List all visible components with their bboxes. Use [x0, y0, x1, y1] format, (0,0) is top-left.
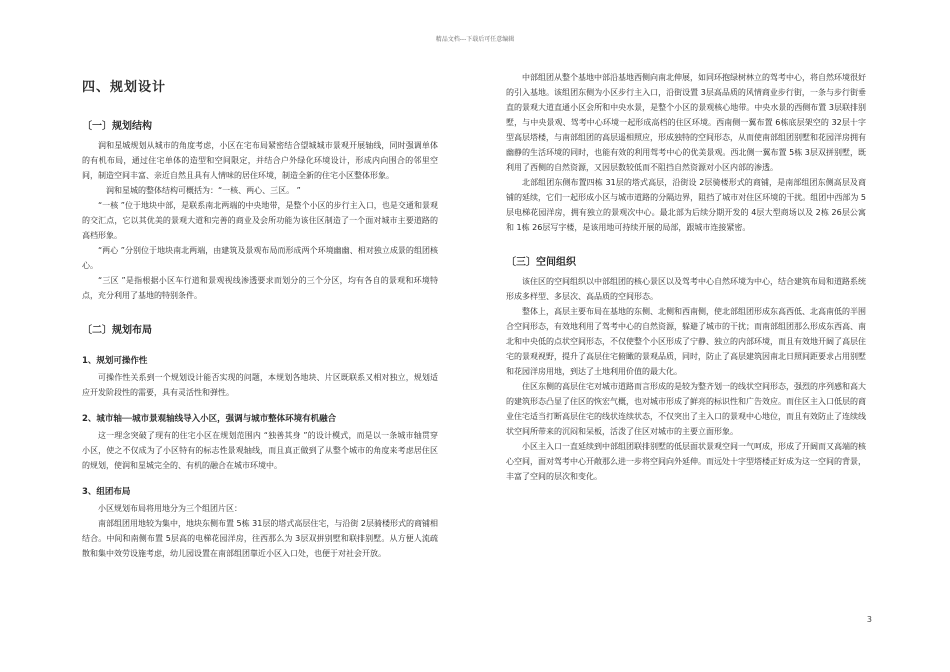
paragraph: 小区主入口一直延续到中部组团联排别墅的低层面状景观空间一气呵成，形成了开阔而又高端的核心空间，面对驾考中心开敞那么进一步将空间向外延伸。而远处十字型塔楼正好成为这一空间的背景，丰富了空间的层次和变化。	[506, 442, 866, 481]
paragraph: “一核 ”位于地块中部，是联系南北两端的中央地带，是整个小区的步行主入口，也是交通和景观的交汇点，它以其优美的景观大道和完善的商业及会所功能为该住区制造了一个面对城市主要道路的高档形象。	[82, 201, 438, 240]
item-title-cluster-layout: 3、组团布局	[82, 487, 131, 497]
paragraph: 该住区的空间组织以中部组团的核心景区以及驾考中心自然环境为中心，结合建筑布局和道路系统形成多样型、多层次、高品质的空间形态。	[506, 277, 866, 301]
paragraph: 这一理念突破了现有的住宅小区在规划范围内 “独善其身 ”的设计模式，而是以一条城市轴贯穿小区，使之不仅成为了小区特有的标志性景观轴线，而且真正做到了从整个城市的角度来考虑居住区的规划，使润和星城完全的、有机的融合在城市环境中。	[82, 431, 438, 470]
page-header: 精品文档---下载后可任意编辑	[435, 36, 515, 43]
right-column	[506, 70, 866, 484]
subsection-title-structure: 〔一〕规划结构	[82, 121, 152, 132]
paragraph: 住区东侧的高层住宅对城市道路而言形成的是较为整齐划一的线状空间形态，强烈的序列感和高大的建筑形态凸显了住区的恢宏气概，也对城市形成了鲜亮的标识性和广告效应。而住区主入口低层的商业住宅适当打断高层住宅的线状连续状态，不仅突出了主入口的景观中心地位，而且有效防止了连续线状空间所带来的沉闷和呆板，活泼了住区对城市的主要立面形象。	[506, 382, 866, 436]
paragraph: 润和星城规划从城市的角度考虑，小区在宅布局紧密结合望城城市景观开展轴线，同时强调单体的有机布局，通过住宅单体的造型和空间限定，并结合户外绿化环境设计，形成内向围合的邻里空间，制造空间丰富、亲近自然且具有人情味的居住环境，制造全新的住宅小区整体形象。	[82, 141, 438, 180]
paragraph: “两心 ”分别位于地块南北两端，由建筑及景观布局而形成两个环境幽幽、相对独立成景的组团核心。	[82, 246, 438, 270]
paragraph: 小区规划布局将用地分为三个组团片区：	[98, 504, 242, 513]
item-title-operability: 1、规划可操作性	[82, 356, 148, 366]
section-title: 四、规划设计	[82, 80, 167, 95]
paragraph: 南部组团用地较为集中，地块东侧布置 5栋 31层的塔式高层住宅，与沿街 2层骑楼形式的商铺相结合。中间和南侧布置 5层高的电梯花园洋房，往西那么为 3层双拼别墅和联排别墅。从方便人流疏散和集中效劳设施考虑，幼儿园设置在南部组团靠近小区入口处，也便于对社会开放。	[82, 519, 438, 558]
paragraph: 北部组团东侧布置四栋 31层的塔式高层，沿街设 2层骑楼形式的商铺，是南部组团东侧高层及商铺的延续，它们一起形成小区与城市道路的分隔边界，阻挡了城市对住区环境的干扰。组团中西部为 5层电梯花园洋房，拥有独立的景观次中心。最北部为后续分期开发的 4层大型商场以及 2栋 26层公寓和 1栋 26层写字楼，是该用地可持续开展的局部，跟城市连接紧密。	[506, 178, 866, 232]
paragraph: 中部组团从整个基地中部沿基地西侧向南北伸展，如同环抱绿树林立的驾考中心，将自然环境很好的引入基地。该组团东侧为小区步行主入口，沿街设置 3层高品质的风情商业步行街，一条与步行街垂直的景观大道直通小区会所和中央水景，是整个小区的景观核心地带。中央水景的西侧布置 3层联排别墅，与中央景观、驾考中心环境一起形成高档的住区环境。西南侧一翼布置 6栋底层架空的 32层十字型高层塔楼，与南部组团的高层遥相照应，形成独特的空间形态，从而使南部组团别墅和花园洋房拥有幽静的生活环境的同时，也能有效的利用驾考中心的优美景观。西北侧一翼布置 5栋 3层双拼别墅，既利用了西侧的自然资源，又因层数较低而不阻挡自然资源对小区内部的渗透。	[506, 73, 866, 172]
item-title-city-axis: 2、城市轴──城市景观轴线导入小区，强调与城市整体环境有机融合	[82, 414, 337, 424]
left-column	[82, 70, 438, 561]
page-number: 3	[866, 615, 872, 624]
paragraph: 润和星城的整体结构可概括为：“一核、两心、三区。 ”	[106, 186, 301, 195]
subsection-title-space: 〔三〕空间组织	[506, 257, 576, 268]
paragraph: 整体上，高层主要布局在基地的东侧、北侧和西南侧，使北部组团形成东高西低、北高南低的半围合空间形态，有效地利用了驾考中心的自然资源，躲避了城市的干扰；而南部组团那么形成东西高、南北和中央低的点状空间形态，不仅使整个小区形成了宁静、独立的内部环境，而且有效地开阔了高层住宅的景观视野，提升了高层住宅俯瞰的景观品质，同时，防止了高层建筑因南北日照间距要求占用别墅和花园洋房用地，到达了土地利用价值的最大化。	[506, 307, 866, 376]
paragraph: “三区 ”是指根据小区车行道和景观视线渗透要求而划分的三个分区，均有各自的景观和环境特点，充分利用了基地的特别条件。	[82, 276, 438, 300]
subsection-title-layout: 〔二〕规划布局	[82, 325, 152, 336]
paragraph: 可操作性关系到一个规划设计能否实现的问题，本规划各地块、片区既联系又相对独立，规划适应开发阶段性的需要，具有灵活性和弹性。	[82, 373, 438, 397]
